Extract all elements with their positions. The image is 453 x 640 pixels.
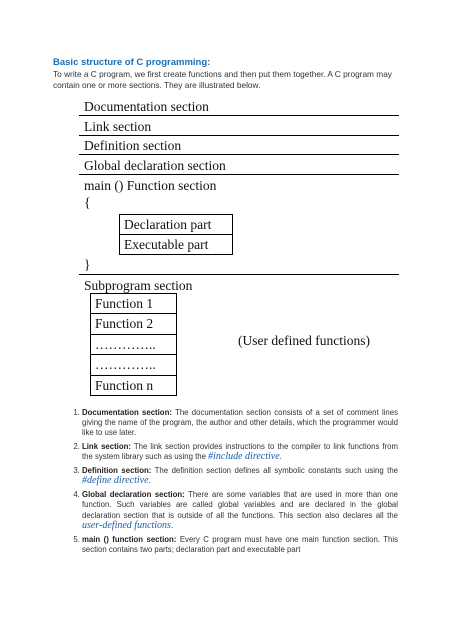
main-function-section-row: main () Function section [84,178,217,193]
c-structure-diagram [79,97,399,397]
note-suffix: . [279,452,282,462]
note-item [82,408,398,439]
note-suffix: . [170,520,174,530]
note-keyword: user-defined functions [82,519,171,531]
note-title: Documentation section: [82,408,172,417]
note-item [82,535,398,555]
user-defined-functions-label: (User defined functions) [238,333,370,348]
definition-section-row: Definition section [79,136,399,155]
note-title: Definition section: [82,466,152,476]
function-ellipsis-2: ………….. [91,355,176,375]
note-item [82,442,398,462]
section-notes-list [53,408,398,559]
link-section-row: Link section [79,117,399,136]
function-ellipsis-1: ………….. [91,335,176,355]
note-title: main () function section: [82,534,177,544]
page-heading: Basic structure of C programming: [53,57,211,68]
function-n: Function n [91,376,176,396]
note-text: The definition section defines all symbolic constants such using the [151,466,398,476]
open-brace: { [84,196,91,211]
note-item [82,490,398,531]
close-brace-row [79,254,399,275]
note-item [82,466,398,486]
note-title: Link section: [82,442,131,452]
executable-part: Executable part [120,235,232,255]
function-1: Function 1 [91,294,176,314]
note-suffix: . [148,476,151,486]
declaration-part: Declaration part [120,215,232,235]
note-text: The documentation section consists of a set of comment lines giving the name of the program, the author and other details, which the programmer would like to use later. [82,408,398,438]
global-declaration-section-row: Global declaration section [79,156,399,175]
main-parts-box [119,214,233,255]
note-keyword: #define directive [82,475,149,487]
note-title: Global declaration section: [82,490,185,500]
note-keyword: #include directive [208,451,280,463]
note-text: Every C program must have one main function section. This section contains two parts; declaration part and executable part [82,534,398,554]
subprogram-section-row: Subprogram section [84,278,193,293]
functions-box [90,293,177,396]
intro-paragraph: To write a C program, we first create functions and then put them together. A C program may contain one or more sections. They are illustrated below. [53,69,392,90]
note-text: The link section provides instructions to the compiler to link functions from the system library such as using the [82,442,399,462]
note-text: There are some variables that are used in more than one function. Such variables are called global variables and are declared in the global declaration section that is outside of all the functions. This section also declares all the [82,490,398,520]
function-2: Function 2 [91,314,176,334]
close-brace: } [84,257,91,272]
documentation-section-row: Documentation section [79,97,399,116]
